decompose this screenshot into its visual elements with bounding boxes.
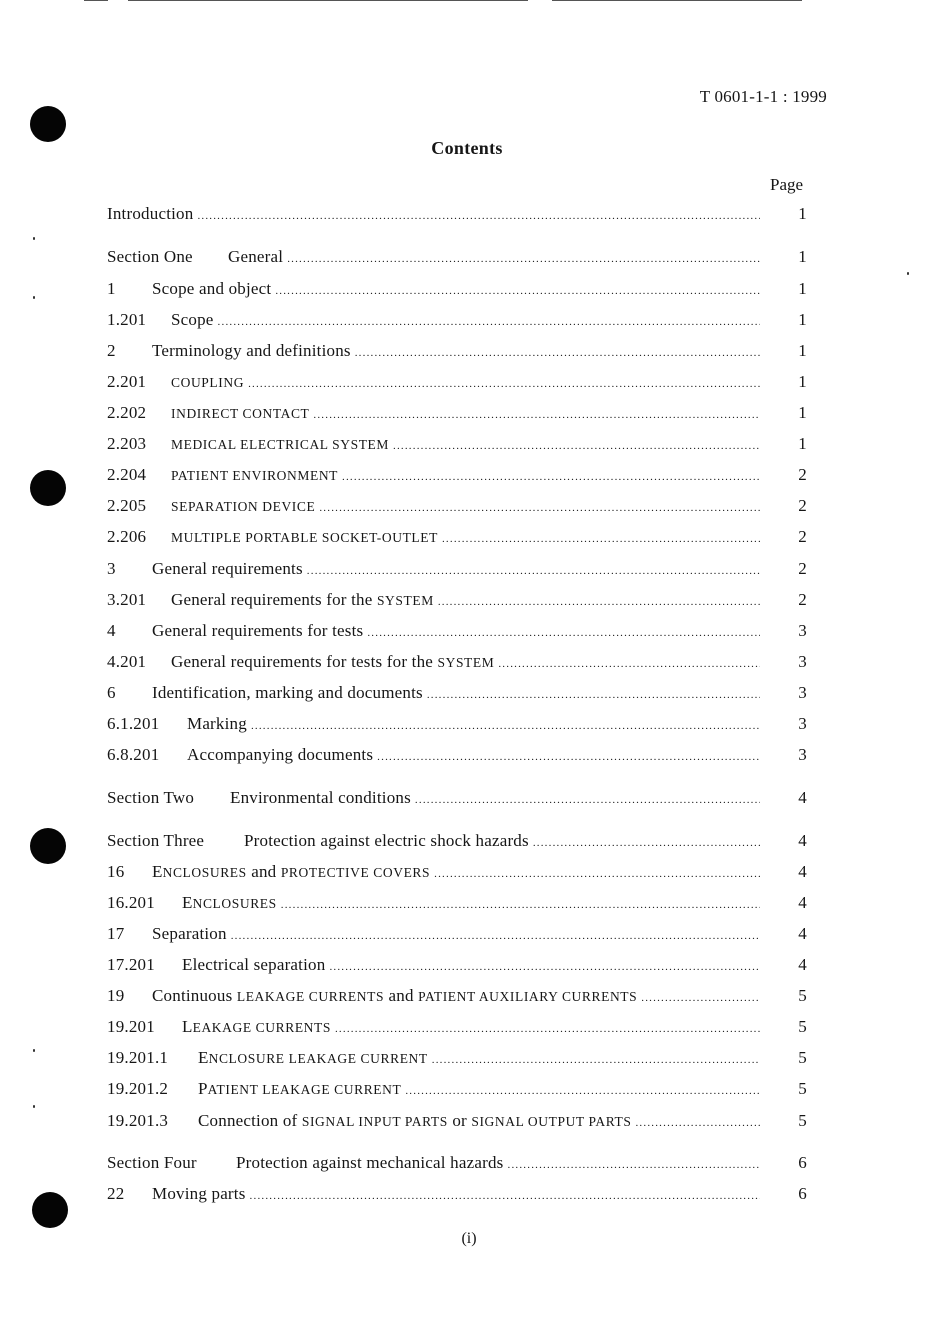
toc-entry-page: 5 <box>798 1048 807 1067</box>
toc-entry-number: 4 <box>107 621 116 640</box>
scan-speck <box>33 1049 35 1052</box>
toc-title-segment: Protection against mechanical hazards <box>236 1153 504 1172</box>
toc-entry-page: 4 <box>798 924 807 943</box>
toc-title-segment: NCLOSURES <box>192 896 277 911</box>
page-column-label: Page <box>770 175 804 194</box>
scan-speck <box>33 1105 35 1108</box>
punch-hole <box>32 1192 68 1228</box>
toc-entry-number: 19.201.2 <box>107 1079 169 1098</box>
toc-entry-number: 2.203 <box>107 434 147 453</box>
document-id: T 0601-1-1 : 1999 <box>699 87 827 106</box>
toc-title-segment: Separation <box>152 924 227 943</box>
toc-title-segment: Environmental conditions <box>230 788 411 807</box>
toc-title-segment: General <box>228 247 284 266</box>
dot-leader <box>393 440 760 452</box>
toc-entry-number: 1.201 <box>107 310 147 329</box>
dot-leader <box>250 1190 760 1202</box>
toc-entry <box>107 341 807 363</box>
toc-entry <box>107 621 807 643</box>
toc-entry <box>107 527 807 549</box>
toc-entry-title <box>152 683 423 703</box>
toc-entry <box>107 831 807 853</box>
toc-title-segment: Identification, marking and documents <box>152 683 423 702</box>
toc-entry <box>107 403 807 425</box>
dot-leader <box>432 1054 760 1066</box>
toc-entry-page: 3 <box>798 621 807 640</box>
dot-leader <box>287 253 760 265</box>
toc-entry-title <box>152 924 227 944</box>
toc-title-segment: SYSTEM <box>376 593 434 608</box>
dot-leader <box>641 992 760 1004</box>
toc-title-segment: Moving parts <box>152 1184 246 1203</box>
toc-entry <box>107 1153 807 1175</box>
toc-title-segment: Terminology and definitions <box>152 341 351 360</box>
toc-entry-title <box>171 465 338 485</box>
dot-leader <box>329 961 760 973</box>
toc-title-segment: SEPARATION DEVICE <box>171 499 316 514</box>
page-title: Contents <box>431 138 503 158</box>
toc-entry <box>107 1111 807 1133</box>
toc-entry-title <box>182 955 325 975</box>
toc-entry-number: 16.201 <box>107 893 155 912</box>
toc-entry <box>107 310 807 332</box>
toc-entry-title <box>171 652 494 672</box>
toc-entry-page: 4 <box>798 831 807 850</box>
toc-title-segment: Continuous <box>152 986 237 1005</box>
dot-leader <box>635 1117 760 1129</box>
toc-entry-page: 5 <box>798 1111 807 1130</box>
toc-entry-title <box>198 1079 401 1099</box>
toc-entry-title <box>152 279 271 299</box>
toc-title-segment: COUPLING <box>171 375 245 390</box>
toc-entry-title <box>152 862 430 882</box>
toc-entry-title <box>152 986 637 1006</box>
toc-title-segment: PATIENT AUXILIARY CURRENTS <box>418 989 638 1004</box>
toc-entry-title <box>187 714 247 734</box>
toc-entry <box>107 1184 807 1206</box>
toc-entry-title <box>198 1048 428 1068</box>
punch-hole <box>30 470 66 506</box>
toc-entry-number: 6 <box>107 683 116 702</box>
toc-entry-number: 2 <box>107 341 116 360</box>
toc-entry <box>107 465 807 487</box>
toc-entry-page: 1 <box>798 341 807 360</box>
toc-title-segment: SIGNAL OUTPUT PARTS <box>471 1114 632 1129</box>
scan-speck <box>33 296 35 299</box>
dot-leader <box>251 720 760 732</box>
toc-title-segment: MULTIPLE PORTABLE SOCKET-OUTLET <box>171 530 438 545</box>
toc-entry-title <box>198 1111 631 1131</box>
toc-entry-page: 1 <box>798 310 807 329</box>
toc-entry-title <box>171 496 315 516</box>
toc-entry <box>107 590 807 612</box>
toc-entry <box>107 683 807 705</box>
toc-entry-title <box>152 341 351 361</box>
toc-entry-page: 4 <box>798 955 807 974</box>
dot-leader <box>533 837 760 849</box>
toc-title-segment: SIGNAL INPUT PARTS <box>301 1114 448 1129</box>
dot-leader <box>377 751 760 763</box>
toc-entry <box>107 372 807 394</box>
toc-title-segment: PATIENT ENVIRONMENT <box>171 468 339 483</box>
toc-entry-number: 17 <box>107 924 125 943</box>
toc-title-segment: Marking <box>187 714 247 733</box>
toc-title-segment: L <box>182 1017 193 1036</box>
toc-entry-title <box>171 527 438 547</box>
toc-entry-page: 2 <box>798 590 807 609</box>
toc-entry <box>107 788 807 810</box>
toc-entry-page: 3 <box>798 714 807 733</box>
toc-title-segment: Scope <box>171 310 214 329</box>
dot-leader <box>442 533 760 545</box>
toc-entry-page: 6 <box>798 1184 807 1203</box>
toc-entry-page: 3 <box>798 652 807 671</box>
toc-title-segment: E <box>198 1048 209 1067</box>
dot-leader <box>218 316 760 328</box>
toc-title-segment: INDIRECT CONTACT <box>171 406 310 421</box>
dot-leader <box>307 565 760 577</box>
toc-title-segment: General requirements <box>152 559 303 578</box>
dot-leader <box>197 210 760 222</box>
toc-entry-page: 5 <box>798 1017 807 1036</box>
toc-entry-page: 6 <box>798 1153 807 1172</box>
toc-entry-page: 2 <box>798 559 807 578</box>
toc-title-segment: NCLOSURES <box>162 865 247 880</box>
toc-entry-title <box>244 831 529 851</box>
toc-entry <box>107 955 807 977</box>
toc-entry-number: 2.204 <box>107 465 147 484</box>
toc-title-segment: SYSTEM <box>437 655 495 670</box>
dot-leader <box>355 347 760 359</box>
toc-entry-number: 2.201 <box>107 372 147 391</box>
toc-title-segment: or <box>447 1111 472 1130</box>
dot-leader <box>427 689 760 701</box>
toc-entry <box>107 924 807 946</box>
toc-entry-title <box>182 1017 331 1037</box>
toc-entry-title <box>171 590 434 610</box>
toc-entry-number: 3 <box>107 559 116 578</box>
toc-entry <box>107 204 807 226</box>
toc-title-segment: Introduction <box>107 204 194 223</box>
punch-hole <box>30 828 66 864</box>
toc-entry <box>107 279 807 301</box>
toc-entry-page: 3 <box>798 745 807 764</box>
toc-entry <box>107 893 807 915</box>
toc-entry <box>107 652 807 674</box>
toc-entry-title <box>228 247 283 267</box>
dot-leader <box>405 1085 760 1097</box>
toc-entry-number: 17.201 <box>107 955 155 974</box>
toc-entry <box>107 862 807 884</box>
dot-leader <box>367 627 760 639</box>
dot-leader <box>281 899 760 911</box>
scan-speck <box>907 272 909 275</box>
toc-entry-title <box>236 1153 504 1173</box>
dot-leader <box>438 596 760 608</box>
toc-entry-number: Section One <box>107 247 193 266</box>
toc-entry <box>107 247 807 269</box>
toc-title-segment: MEDICAL ELECTRICAL SYSTEM <box>171 437 389 452</box>
dot-leader <box>313 409 760 421</box>
toc-entry-number: 19 <box>107 986 125 1005</box>
toc-entry-number: 2.205 <box>107 496 147 515</box>
toc-entry-number: 19.201 <box>107 1017 155 1036</box>
scan-edge-line <box>128 0 528 1</box>
toc-entry-page: 3 <box>798 683 807 702</box>
toc-entry-title <box>182 893 277 913</box>
dot-leader <box>508 1159 761 1171</box>
toc-entry-number: 3.201 <box>107 590 147 609</box>
toc-title-segment: ATIENT LEAKAGE CURRENT <box>207 1082 402 1097</box>
toc-entry-number: Section Four <box>107 1153 197 1172</box>
toc-entry-title <box>171 403 309 423</box>
toc-entry-page: 2 <box>798 496 807 515</box>
toc-title-segment: General requirements for tests for the <box>171 652 438 671</box>
toc-entry-page: 1 <box>798 403 807 422</box>
toc-entry-page: 4 <box>798 862 807 881</box>
toc-entry-title <box>171 372 244 392</box>
toc-entry-number: 2.202 <box>107 403 147 422</box>
toc-entry-number: 19.201.1 <box>107 1048 169 1067</box>
toc-title-segment: Scope and object <box>152 279 272 298</box>
toc-entry-number: 2.206 <box>107 527 147 546</box>
dot-leader <box>231 930 760 942</box>
toc-title-segment: NCLOSURE LEAKAGE CURRENT <box>208 1051 428 1066</box>
dot-leader <box>275 285 760 297</box>
toc-title-segment: EAKAGE CURRENTS <box>192 1020 331 1035</box>
toc-entry-page: 1 <box>798 434 807 453</box>
toc-title-segment: General requirements for tests <box>152 621 364 640</box>
toc-entry-number: Section Three <box>107 831 205 850</box>
toc-entry-number: 22 <box>107 1184 125 1203</box>
dot-leader <box>248 378 760 390</box>
toc-title-segment: General requirements for the <box>171 590 377 609</box>
toc-title-segment: Accompanying documents <box>187 745 374 764</box>
toc-entry-title <box>152 559 303 579</box>
toc-entry-title <box>171 434 389 454</box>
toc-title-segment: PROTECTIVE COVERS <box>280 865 431 880</box>
toc-entry-number: Section Two <box>107 788 195 807</box>
dot-leader <box>415 794 760 806</box>
toc-entry <box>107 1079 807 1101</box>
toc-entry <box>107 1048 807 1070</box>
toc-entry-page: 5 <box>798 986 807 1005</box>
toc-entry <box>107 1017 807 1039</box>
toc-entry <box>107 496 807 518</box>
toc-entry-page: 4 <box>798 788 807 807</box>
dot-leader <box>319 502 760 514</box>
toc-entry-number: 1 <box>107 279 116 298</box>
dot-leader <box>342 471 760 483</box>
toc-entry-title <box>171 310 214 330</box>
toc-entry-title <box>152 1184 246 1204</box>
toc-entry-page: 1 <box>798 372 807 391</box>
toc-entry-page: 5 <box>798 1079 807 1098</box>
toc-title-segment: and <box>384 986 419 1005</box>
toc-entry-number: 19.201.3 <box>107 1111 169 1130</box>
toc-entry-number: 6.1.201 <box>107 714 160 733</box>
toc-title-segment: LEAKAGE CURRENTS <box>236 989 385 1004</box>
toc-entry-title <box>152 621 363 641</box>
toc-entry-title <box>187 745 373 765</box>
toc-entry-title <box>230 788 411 808</box>
toc-title-segment: P <box>198 1079 208 1098</box>
dot-leader <box>335 1023 760 1035</box>
toc-entry <box>107 714 807 736</box>
toc-entry-number: 16 <box>107 862 125 881</box>
toc-entry-page: 1 <box>798 279 807 298</box>
toc-entry-page: 2 <box>798 527 807 546</box>
punch-hole <box>30 106 66 142</box>
toc-entry <box>107 559 807 581</box>
toc-entry-title <box>107 204 193 224</box>
toc-entry-number: 4.201 <box>107 652 147 671</box>
toc-title-segment: and <box>246 862 281 881</box>
toc-entry <box>107 434 807 456</box>
toc-title-segment: Connection of <box>198 1111 302 1130</box>
toc-entry <box>107 986 807 1008</box>
toc-title-segment: E <box>182 893 193 912</box>
scan-edge-line <box>84 0 108 1</box>
toc-entry-page: 1 <box>798 204 807 223</box>
toc-entry-page: 2 <box>798 465 807 484</box>
toc-entry-number: 6.8.201 <box>107 745 160 764</box>
scan-speck <box>33 237 35 240</box>
toc-entry-page: 4 <box>798 893 807 912</box>
toc-title-segment: E <box>152 862 163 881</box>
dot-leader <box>498 658 760 670</box>
page-number: (i) <box>461 1230 477 1247</box>
toc-title-segment: Protection against electric shock hazards <box>244 831 529 850</box>
toc-entry-page: 1 <box>798 247 807 266</box>
toc-title-segment: Electrical separation <box>182 955 326 974</box>
dot-leader <box>434 868 760 880</box>
scan-edge-line <box>552 0 802 1</box>
toc-entry <box>107 745 807 767</box>
